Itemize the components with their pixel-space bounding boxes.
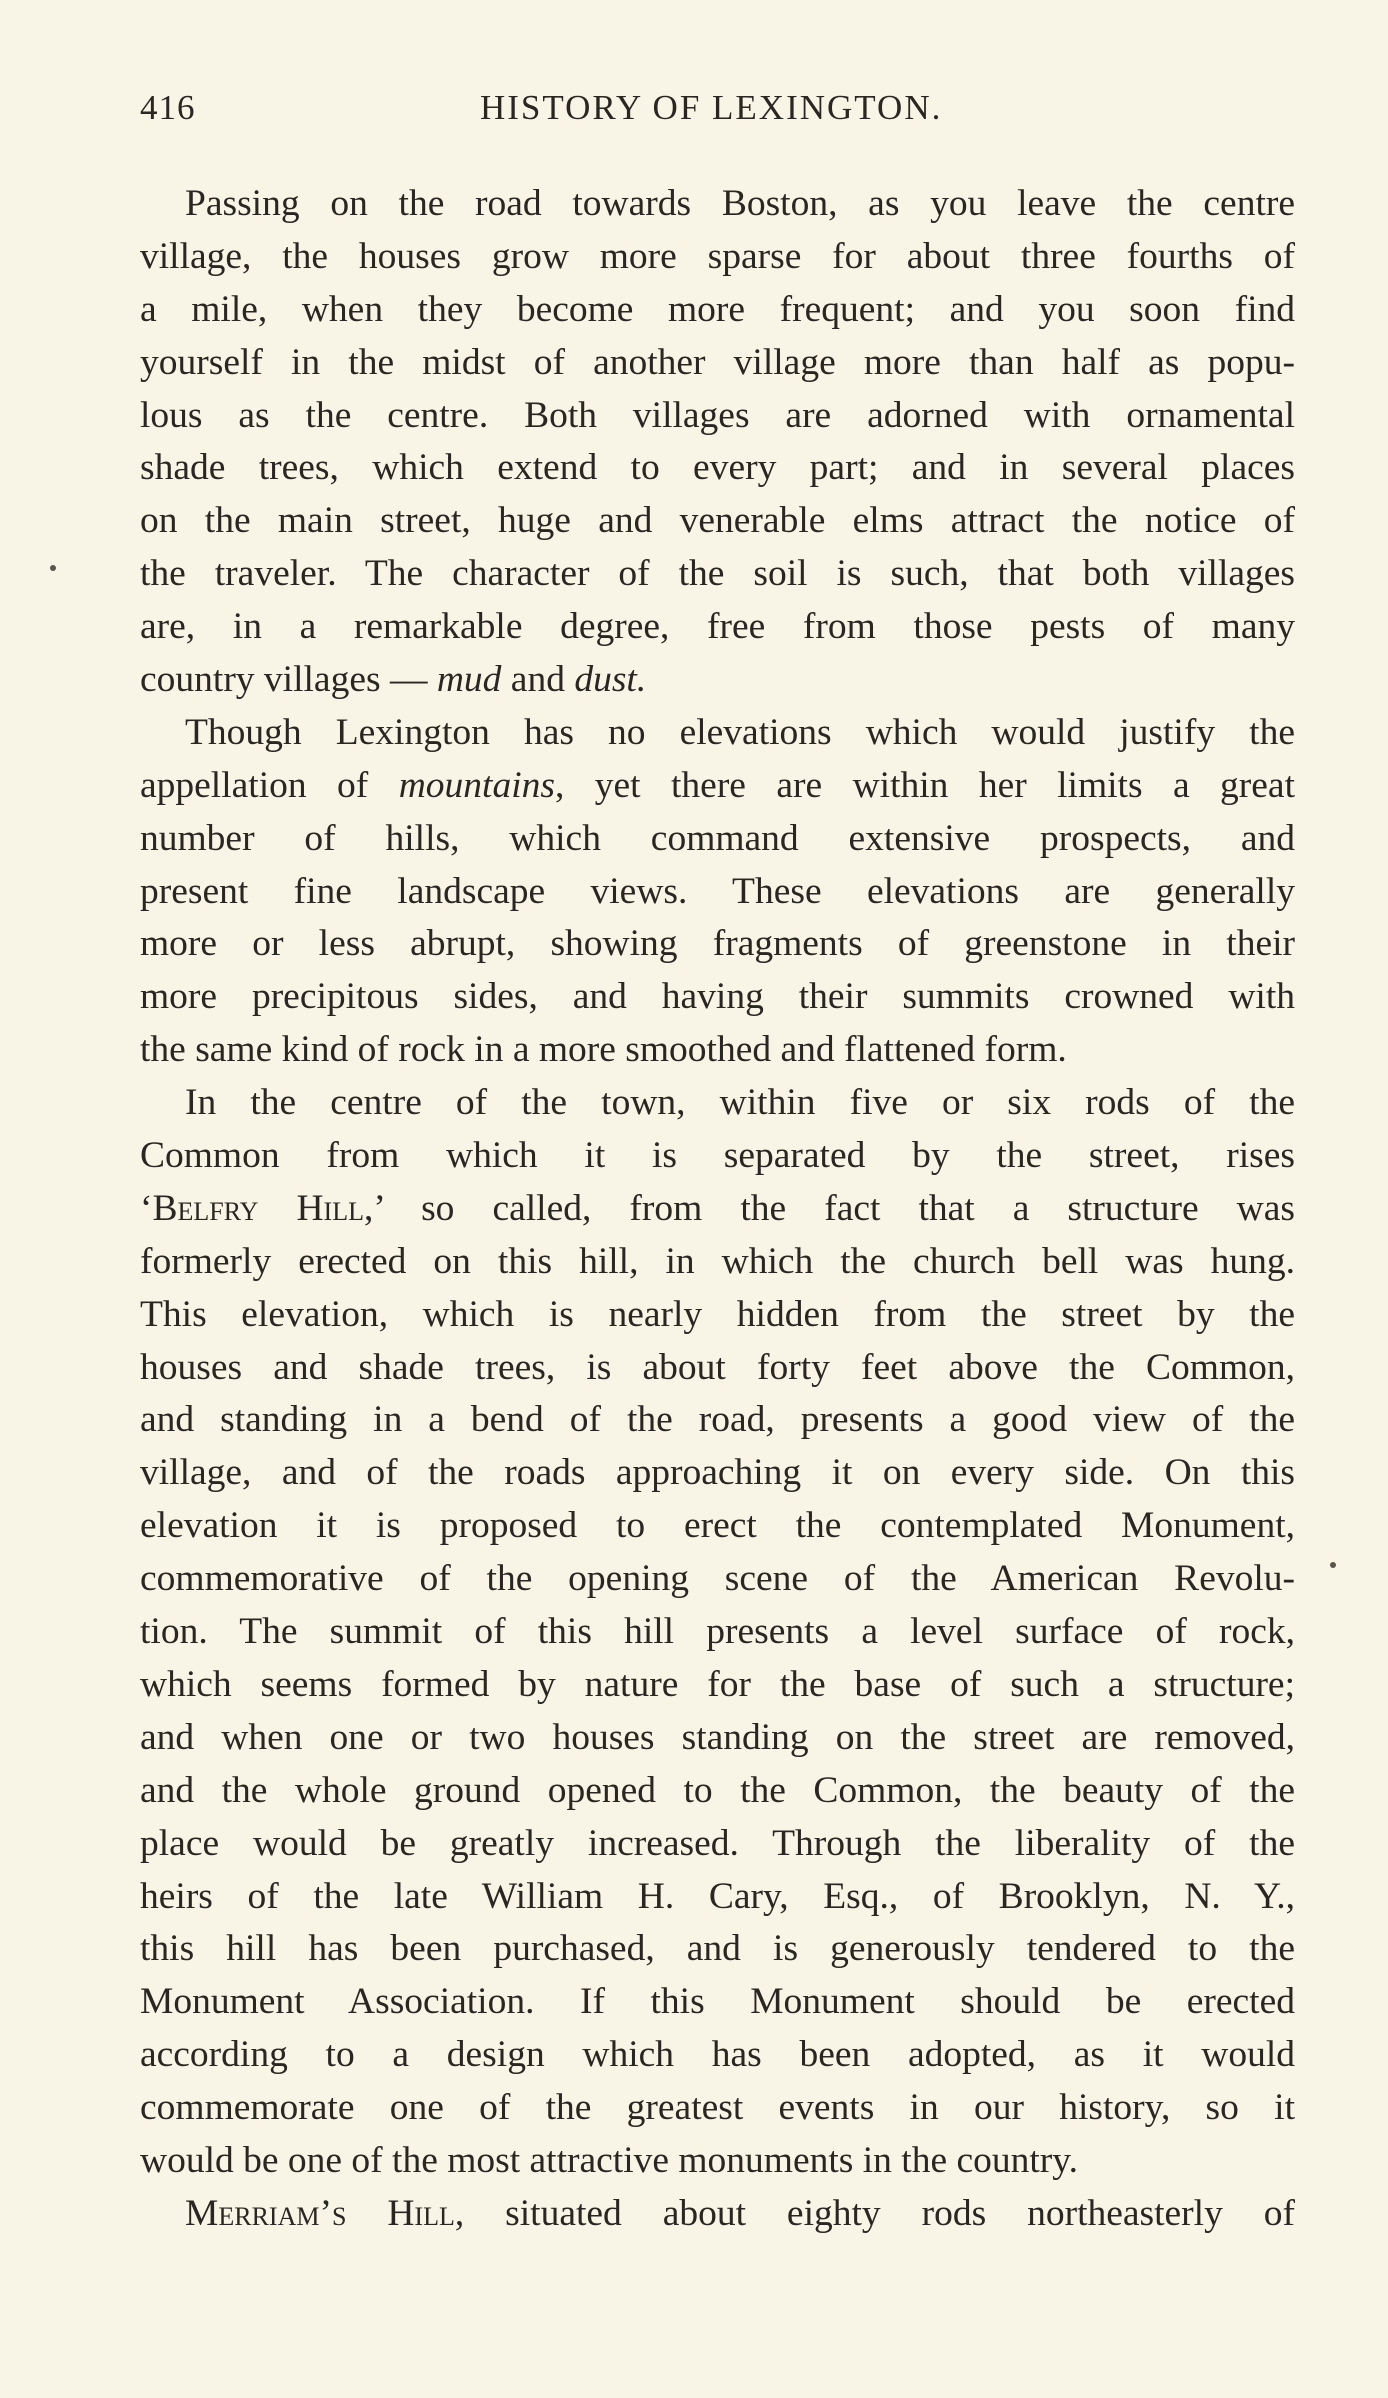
- place-name-merriams-hill: Merriam’s Hill: [185, 2192, 455, 2234]
- italic-word-mountains: mountains: [398, 764, 555, 806]
- text-line: the traveler. The character of the soil is such, that both villages: [140, 553, 1295, 595]
- text-fragment: and: [501, 659, 575, 701]
- text-line: formerly erected on this hill, in which the church bell was hung.: [140, 1240, 1295, 1282]
- text-line: elevation it is proposed to erect the contemplated Monument,: [140, 1505, 1295, 1547]
- text-line: number of hills, which command extensive prospects, and: [140, 817, 1295, 859]
- page-number: 416: [140, 88, 196, 127]
- text-line: and the whole ground opened to the Common, the beauty of the: [140, 1769, 1295, 1811]
- text-line: are, in a remarkable degree, free from those pests of many: [140, 606, 1295, 648]
- text-fragment: appellation of: [140, 764, 399, 806]
- running-title: HISTORY OF LEXINGTON.: [480, 88, 943, 127]
- text-line: this hill has been purchased, and is generously tendered to the: [140, 1928, 1295, 1970]
- text-line: commemorative of the opening scene of the American Revolu-: [140, 1558, 1295, 1600]
- text-line: village, the houses grow more sparse for about three fourths of: [140, 235, 1295, 277]
- text-line: In the centre of the town, within five or six rods of the: [185, 1082, 1295, 1124]
- running-head: [140, 88, 1295, 138]
- text-line: lous as the centre. Both villages are adorned with ornamental: [140, 394, 1295, 436]
- text-line: [140, 1183, 1295, 1236]
- text-line: Though Lexington has no elevations which would justify the: [185, 711, 1295, 753]
- text-line: Passing on the road towards Boston, as you leave the centre: [185, 183, 1295, 224]
- text-fragment: ‘: [140, 1187, 153, 1229]
- text-line: Monument Association. If this Monument should be erected: [140, 1981, 1295, 2023]
- text-line: [140, 2188, 1295, 2241]
- text-line: commemorate one of the greatest events in our history, so it: [140, 2087, 1295, 2129]
- text-fragment: , situated about eighty rods northeasterly of: [454, 2192, 1295, 2234]
- text-line: more precipitous sides, and having their summits crowned with: [140, 976, 1295, 1018]
- text-line: shade trees, which extend to every part; and in several places: [140, 447, 1295, 489]
- text-line: on the main street, huge and venerable elms attract the notice of: [140, 500, 1295, 542]
- text-line: [140, 654, 1295, 707]
- text-line: Common from which it is separated by the street, rises: [140, 1135, 1295, 1177]
- text-fragment: , yet there are within her limits a great: [554, 764, 1295, 806]
- text-line: present fine landscape views. These elevations are generally: [140, 870, 1295, 912]
- text-line: and standing in a bend of the road, presents a good view of the: [140, 1399, 1295, 1441]
- text-line: This elevation, which is nearly hidden from the street by the: [140, 1293, 1295, 1335]
- text-line: the same kind of rock in a more smoothed and flattened form.: [140, 1029, 1067, 1071]
- text-line: and when one or two houses standing on the street are removed,: [140, 1716, 1295, 1758]
- text-line: which seems formed by nature for the base of such a structure;: [140, 1663, 1295, 1705]
- text-line: more or less abrupt, showing fragments of greenstone in their: [140, 923, 1295, 965]
- italic-word-mud: mud: [436, 659, 502, 701]
- body-text: [140, 178, 1295, 2241]
- text-fragment: country villages —: [140, 659, 437, 701]
- paper-speck: [50, 565, 56, 571]
- text-line: would be one of the most attractive monuments in the country.: [140, 2139, 1078, 2181]
- text-line: [140, 760, 1295, 813]
- text-line: village, and of the roads approaching it on every side. On this: [140, 1452, 1295, 1494]
- text-line: according to a design which has been adopted, as it would: [140, 2034, 1295, 2076]
- text-fragment: ,’ so called, from the fact that a structure was: [363, 1187, 1295, 1229]
- place-name-belfry-hill: Belfry Hill: [152, 1187, 364, 1229]
- text-line: houses and shade trees, is about forty feet above the Common,: [140, 1346, 1295, 1388]
- text-line: heirs of the late William H. Cary, Esq., of Brooklyn, N. Y.,: [140, 1875, 1295, 1917]
- italic-word-dust: dust.: [574, 659, 647, 701]
- text-line: place would be greatly increased. Through the liberality of the: [140, 1822, 1295, 1864]
- text-line: a mile, when they become more frequent; and you soon find: [140, 288, 1295, 330]
- text-line: yourself in the midst of another village more than half as popu-: [140, 341, 1295, 383]
- paper-speck: [1330, 1562, 1336, 1568]
- text-line: tion. The summit of this hill presents a level surface of rock,: [140, 1611, 1295, 1653]
